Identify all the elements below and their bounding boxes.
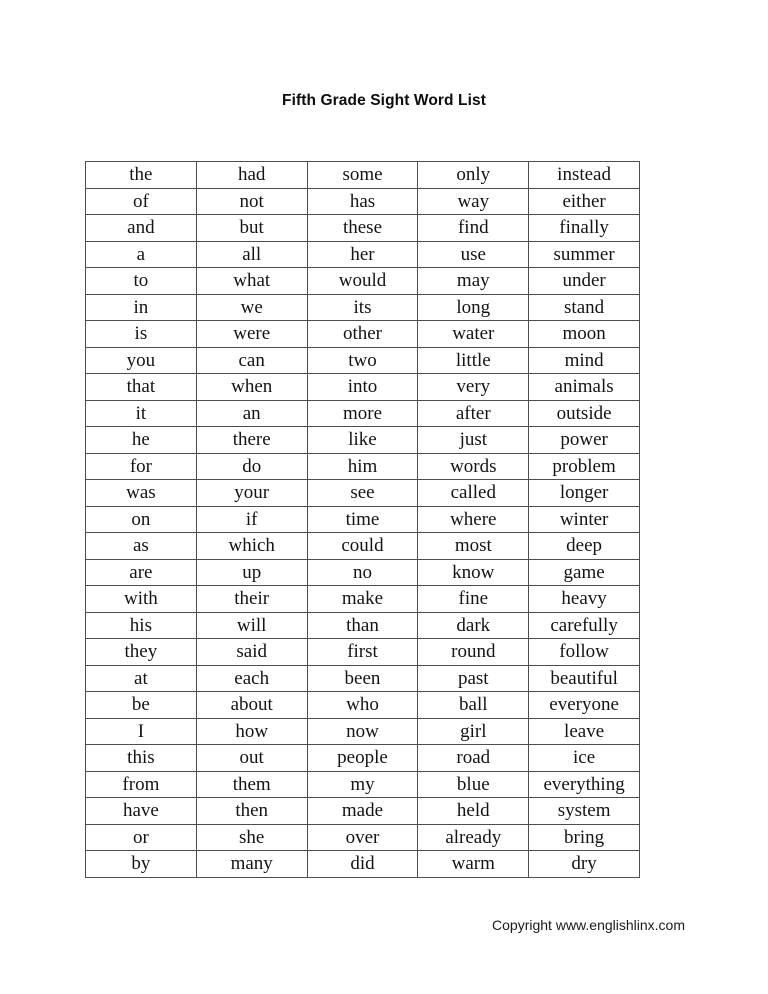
word-cell: fine [418, 586, 529, 613]
table-row [86, 162, 640, 189]
table-row [86, 347, 640, 374]
word-cell: make [307, 586, 418, 613]
word-cell: called [418, 480, 529, 507]
word-cell: but [196, 215, 307, 242]
word-cell: may [418, 268, 529, 295]
word-cell: people [307, 745, 418, 772]
table-row [86, 639, 640, 666]
table-row [86, 188, 640, 215]
word-cell: who [307, 692, 418, 719]
word-cell: were [196, 321, 307, 348]
word-cell: long [418, 294, 529, 321]
word-cell: made [307, 798, 418, 825]
word-cell: at [86, 665, 197, 692]
table-row [86, 798, 640, 825]
word-cell: longer [529, 480, 640, 507]
word-cell: carefully [529, 612, 640, 639]
word-cell: round [418, 639, 529, 666]
table-row [86, 321, 640, 348]
word-cell: just [418, 427, 529, 454]
word-cell: know [418, 559, 529, 586]
page-title: Fifth Grade Sight Word List [282, 92, 486, 109]
word-cell: many [196, 851, 307, 878]
word-cell: he [86, 427, 197, 454]
word-cell: instead [529, 162, 640, 189]
word-cell: it [86, 400, 197, 427]
word-cell: find [418, 215, 529, 242]
word-cell: outside [529, 400, 640, 427]
word-cell: heavy [529, 586, 640, 613]
word-cell: his [86, 612, 197, 639]
word-cell: did [307, 851, 418, 878]
table-row [86, 718, 640, 745]
word-cell: already [418, 824, 529, 851]
word-cell: moon [529, 321, 640, 348]
word-cell: stand [529, 294, 640, 321]
word-cell: him [307, 453, 418, 480]
table-row [86, 215, 640, 242]
word-cell: in [86, 294, 197, 321]
word-cell: can [196, 347, 307, 374]
word-cell: dry [529, 851, 640, 878]
word-cell: I [86, 718, 197, 745]
word-cell: out [196, 745, 307, 772]
word-cell: there [196, 427, 307, 454]
word-cell: my [307, 771, 418, 798]
table-row [86, 851, 640, 878]
word-cell: or [86, 824, 197, 851]
word-cell: first [307, 639, 418, 666]
table-row [86, 294, 640, 321]
word-cell: held [418, 798, 529, 825]
word-cell: could [307, 533, 418, 560]
table-row [86, 665, 640, 692]
word-cell: each [196, 665, 307, 692]
word-cell: most [418, 533, 529, 560]
word-cell: of [86, 188, 197, 215]
word-cell: more [307, 400, 418, 427]
word-cell: which [196, 533, 307, 560]
word-cell: only [418, 162, 529, 189]
word-cell: from [86, 771, 197, 798]
word-cell: some [307, 162, 418, 189]
word-cell: deep [529, 533, 640, 560]
word-cell: them [196, 771, 307, 798]
word-cell: see [307, 480, 418, 507]
word-cell: blue [418, 771, 529, 798]
table-row [86, 453, 640, 480]
word-cell: on [86, 506, 197, 533]
word-cell: ball [418, 692, 529, 719]
word-cell: been [307, 665, 418, 692]
word-cell: game [529, 559, 640, 586]
word-cell: after [418, 400, 529, 427]
word-cell: for [86, 453, 197, 480]
table-row [86, 268, 640, 295]
word-cell: a [86, 241, 197, 268]
word-cell: has [307, 188, 418, 215]
word-cell: dark [418, 612, 529, 639]
word-cell: up [196, 559, 307, 586]
table-row [86, 506, 640, 533]
word-cell: your [196, 480, 307, 507]
word-cell: than [307, 612, 418, 639]
word-cell: two [307, 347, 418, 374]
word-cell: beautiful [529, 665, 640, 692]
word-cell: this [86, 745, 197, 772]
word-cell: their [196, 586, 307, 613]
table-row [86, 427, 640, 454]
word-cell: how [196, 718, 307, 745]
word-cell: over [307, 824, 418, 851]
word-cell: would [307, 268, 418, 295]
word-cell: and [86, 215, 197, 242]
table-row [86, 241, 640, 268]
word-cell: to [86, 268, 197, 295]
word-cell: animals [529, 374, 640, 401]
copyright-text: Copyright www.englishlinx.com [492, 917, 685, 933]
table-row [86, 400, 640, 427]
word-cell: her [307, 241, 418, 268]
word-cell: use [418, 241, 529, 268]
word-cell: are [86, 559, 197, 586]
word-cell: we [196, 294, 307, 321]
word-cell: little [418, 347, 529, 374]
word-cell: was [86, 480, 197, 507]
word-cell: they [86, 639, 197, 666]
word-cell: girl [418, 718, 529, 745]
word-cell: road [418, 745, 529, 772]
word-cell: not [196, 188, 307, 215]
word-cell: leave [529, 718, 640, 745]
word-cell: all [196, 241, 307, 268]
word-cell: when [196, 374, 307, 401]
word-cell: now [307, 718, 418, 745]
word-cell: the [86, 162, 197, 189]
word-cell: by [86, 851, 197, 878]
table-row [86, 533, 640, 560]
table-row [86, 692, 640, 719]
word-cell: she [196, 824, 307, 851]
word-cell: way [418, 188, 529, 215]
word-cell: said [196, 639, 307, 666]
word-cell: an [196, 400, 307, 427]
word-cell: very [418, 374, 529, 401]
word-cell: bring [529, 824, 640, 851]
word-cell: problem [529, 453, 640, 480]
word-cell: had [196, 162, 307, 189]
word-cell: words [418, 453, 529, 480]
word-cell: that [86, 374, 197, 401]
table-row [86, 480, 640, 507]
word-cell: is [86, 321, 197, 348]
word-cell: everyone [529, 692, 640, 719]
word-cell: mind [529, 347, 640, 374]
table-row [86, 745, 640, 772]
word-cell: as [86, 533, 197, 560]
table-row [86, 824, 640, 851]
word-cell: no [307, 559, 418, 586]
word-cell: finally [529, 215, 640, 242]
table-row [86, 374, 640, 401]
word-cell: other [307, 321, 418, 348]
word-cell: system [529, 798, 640, 825]
word-cell: warm [418, 851, 529, 878]
word-cell: with [86, 586, 197, 613]
word-cell: everything [529, 771, 640, 798]
word-cell: time [307, 506, 418, 533]
word-cell: be [86, 692, 197, 719]
word-cell: either [529, 188, 640, 215]
word-cell: past [418, 665, 529, 692]
word-cell: summer [529, 241, 640, 268]
word-cell: if [196, 506, 307, 533]
sight-word-table-body [86, 162, 640, 878]
word-cell: what [196, 268, 307, 295]
word-cell: into [307, 374, 418, 401]
word-cell: you [86, 347, 197, 374]
table-row [86, 612, 640, 639]
word-cell: these [307, 215, 418, 242]
word-cell: water [418, 321, 529, 348]
word-cell: like [307, 427, 418, 454]
word-cell: ice [529, 745, 640, 772]
word-cell: winter [529, 506, 640, 533]
word-cell: its [307, 294, 418, 321]
sight-word-table [85, 161, 640, 878]
table-row [86, 771, 640, 798]
word-cell: power [529, 427, 640, 454]
word-cell: follow [529, 639, 640, 666]
word-cell: where [418, 506, 529, 533]
table-row [86, 586, 640, 613]
word-cell: will [196, 612, 307, 639]
word-cell: have [86, 798, 197, 825]
word-cell: then [196, 798, 307, 825]
word-cell: do [196, 453, 307, 480]
word-cell: about [196, 692, 307, 719]
word-cell: under [529, 268, 640, 295]
table-row [86, 559, 640, 586]
